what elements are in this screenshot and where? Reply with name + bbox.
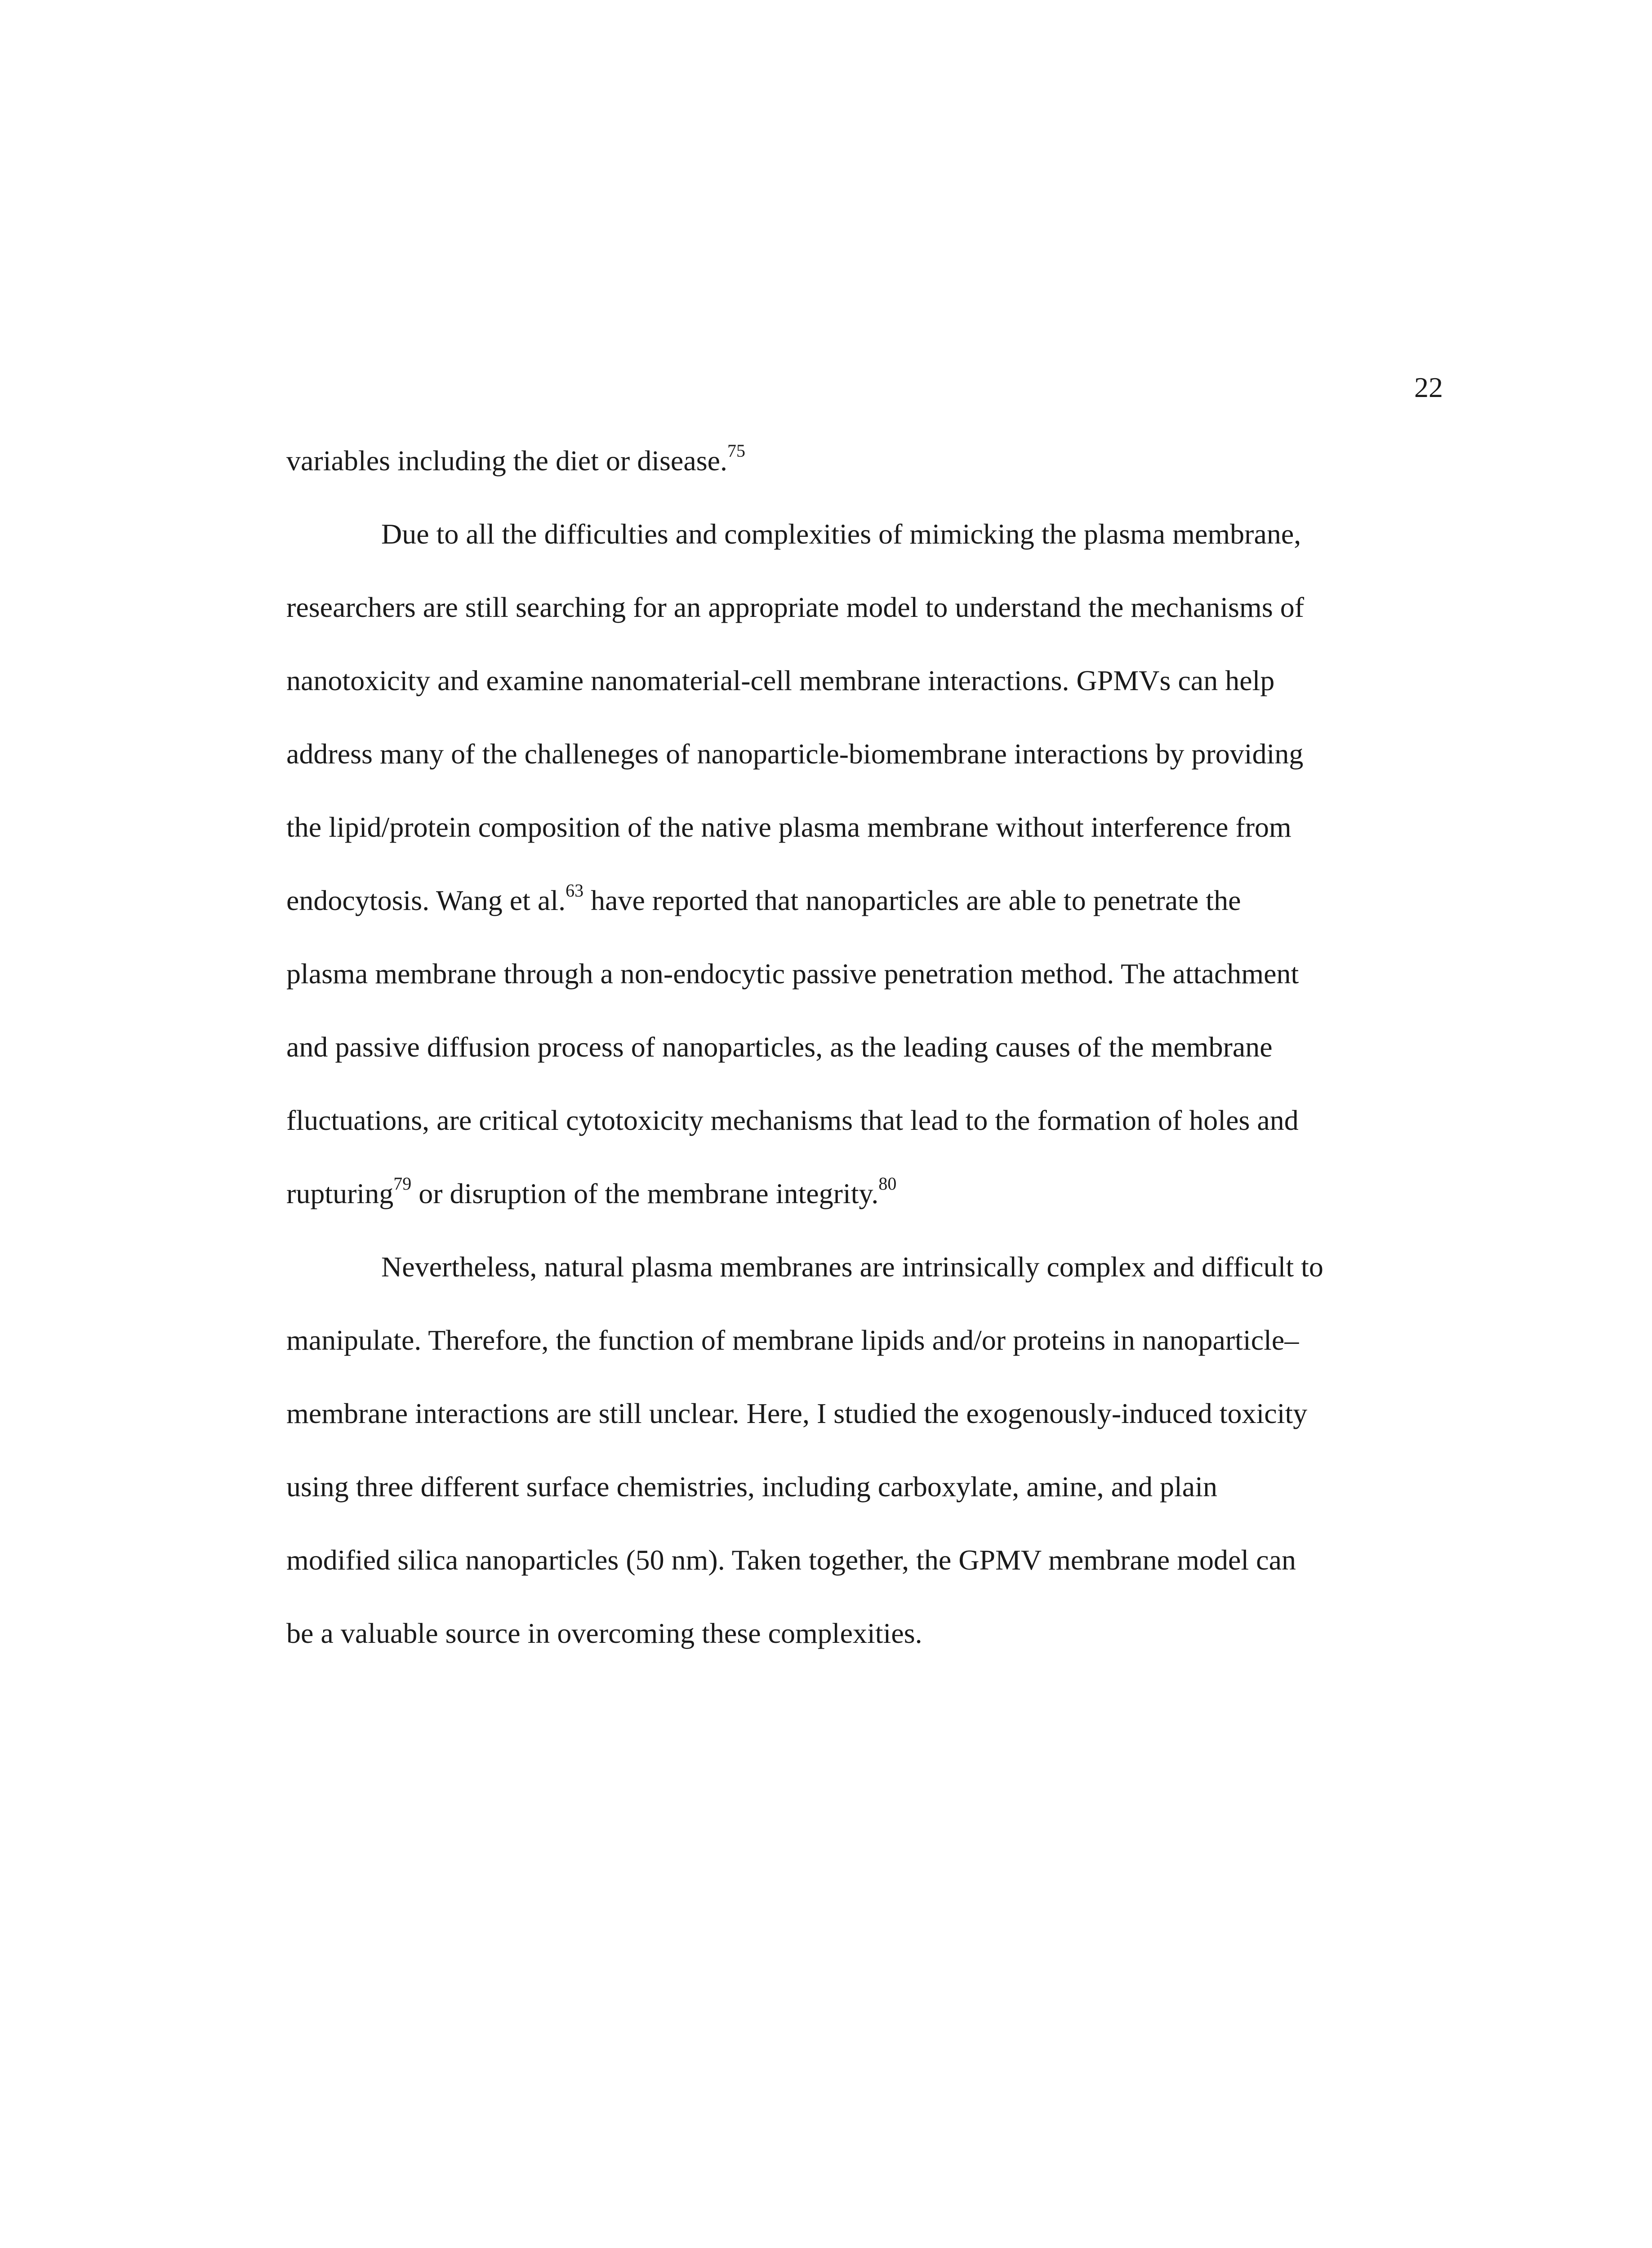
text-run: the lipid/protein composition of the native plasma membrane without interference from [286,811,1291,843]
paragraph-first-line [381,516,1301,552]
citation-superscript: 80 [878,1173,897,1194]
text-line [286,1102,1299,1138]
page-number: 22 [1414,371,1443,403]
citation-superscript: 75 [727,441,746,461]
text-line [286,1542,1296,1578]
text-line [286,443,745,479]
text-run: nanotoxicity and examine nanomaterial-cell membrane interactions. GPMVs can help [286,665,1275,696]
text-run: have reported that nanoparticles are able to penetrate the [583,884,1241,916]
text-run: address many of the challeneges of nanoparticle-biomembrane interactions by providing [286,738,1304,770]
text-line [286,736,1303,772]
text-run: or disruption of the membrane integrity. [411,1178,879,1209]
paragraph-first-line [381,1249,1323,1285]
text-run: Nevertheless, natural plasma membranes are intrinsically complex and difficult to [381,1251,1323,1283]
text-run: be a valuable source in overcoming these complexities. [286,1617,922,1649]
citation-superscript: 63 [566,880,584,901]
text-line [286,1396,1307,1432]
text-line [286,1615,922,1651]
text-run: endocytosis. Wang et al. [286,884,566,916]
text-run: variables including the diet or disease. [286,445,728,477]
text-line [286,663,1274,699]
text-line [286,1029,1273,1065]
text-run: plasma membrane through a non-endocytic passive penetration method. The attachment [286,958,1299,990]
text-line [286,1173,897,1212]
text-line [286,880,1241,919]
text-run: researchers are still searching for an appropriate model to understand the mechanisms of [286,591,1305,623]
text-run: fluctuations, are critical cytotoxicity mechanisms that lead to the formation of holes and [286,1104,1299,1136]
text-run: membrane interactions are still unclear. Here, I studied the exogenously-induced toxicity [286,1397,1308,1429]
text-line [286,809,1291,845]
text-run: rupturing [286,1178,394,1209]
text-run: manipulate. Therefore, the function of membrane lipids and/or proteins in nanoparticle– [286,1324,1299,1356]
text-run: Due to all the difficulties and complexities of mimicking the plasma membrane, [381,518,1301,550]
text-run: using three different surface chemistries, including carboxylate, amine, and plain [286,1471,1217,1503]
text-line [286,589,1304,625]
text-line [286,1322,1299,1358]
citation-superscript: 79 [393,1173,412,1194]
text-run: modified silica nanoparticles (50 nm). Taken together, the GPMV membrane model can [286,1544,1296,1576]
text-run: and passive diffusion process of nanoparticles, as the leading causes of the membrane [286,1031,1273,1063]
text-line [286,1469,1217,1505]
text-line [286,956,1299,992]
